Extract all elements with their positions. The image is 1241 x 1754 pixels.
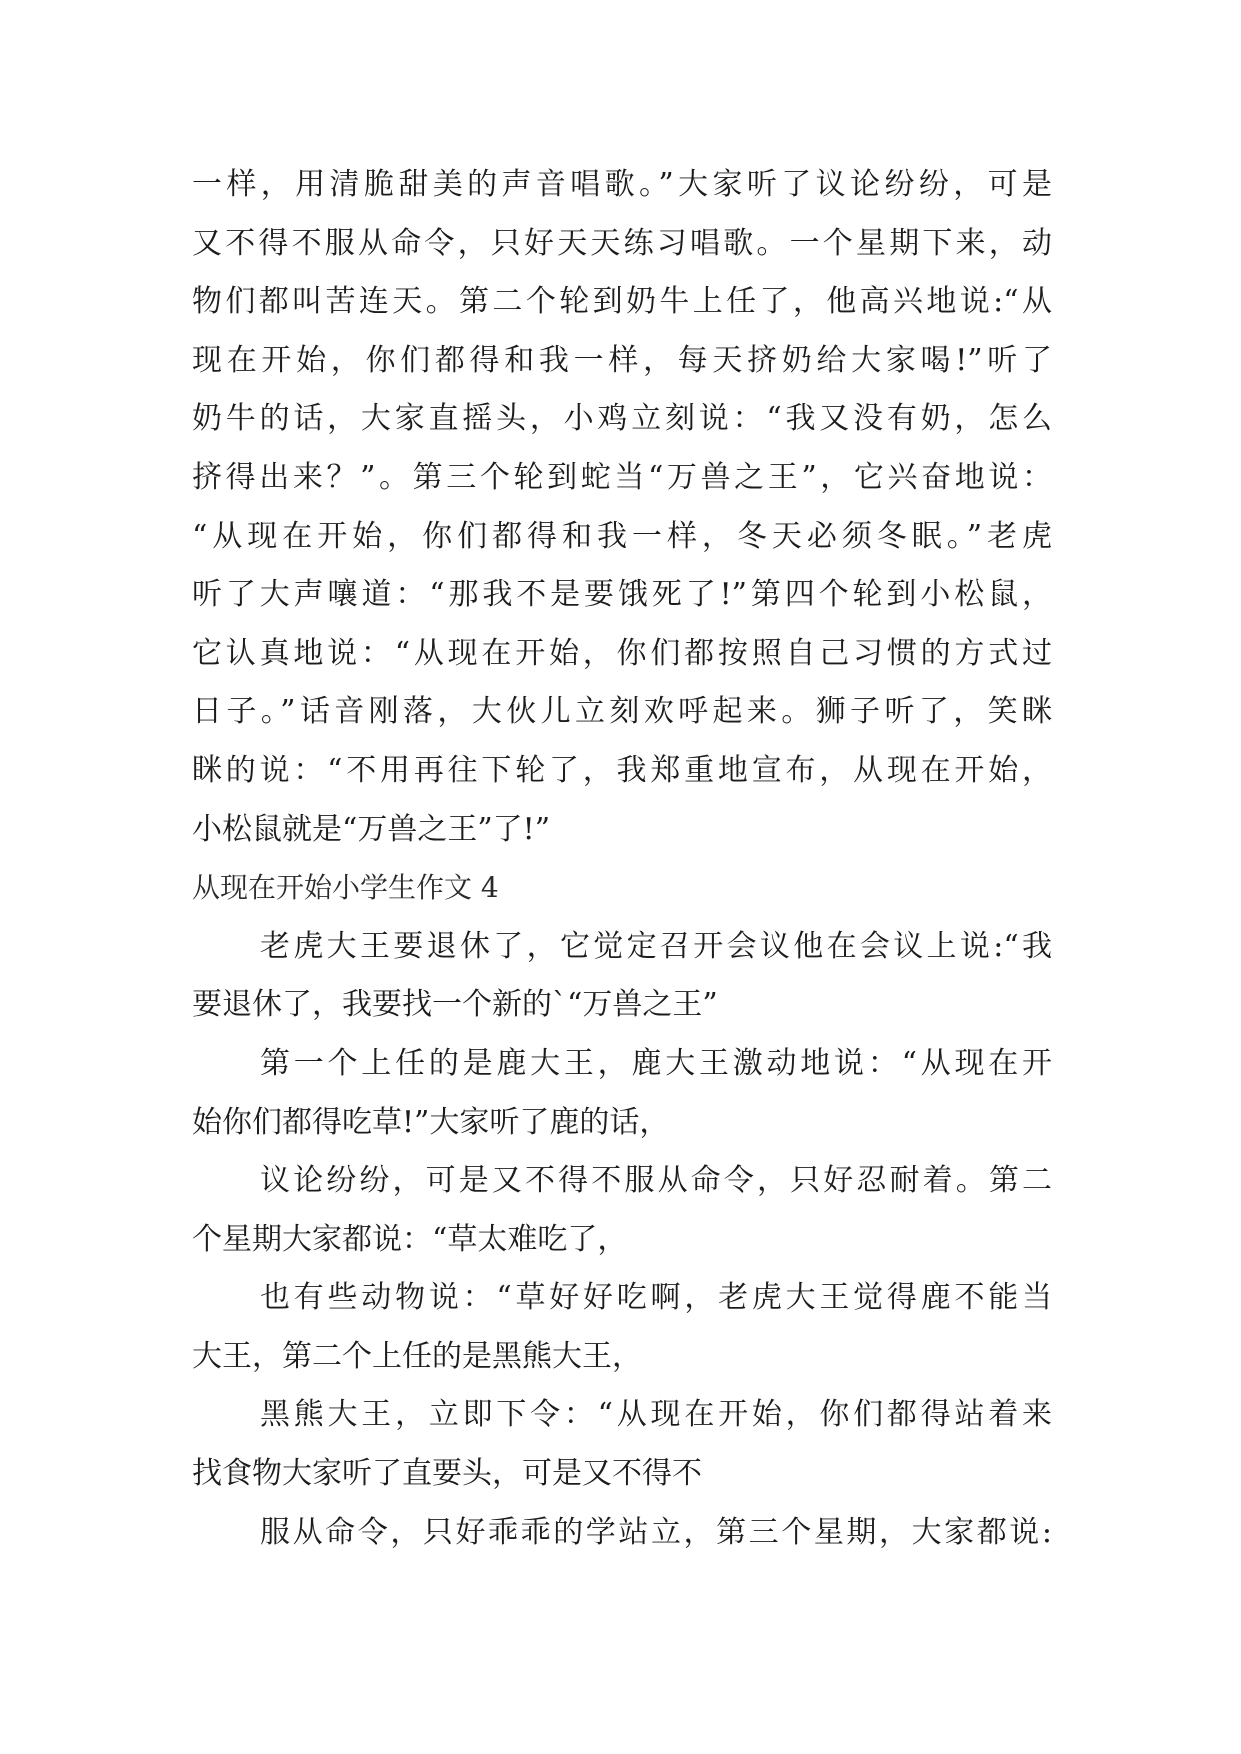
text-line: “从现在开始，你们都得和我一样，冬天必须冬眠。”老虎 [192, 518, 1052, 554]
paragraph [192, 1504, 1052, 1563]
paragraph [192, 918, 1052, 1035]
text-line: 现在开始，你们都得和我一样，每天挤奶给大家喝!”听了 [192, 342, 1052, 378]
continued-paragraph [192, 156, 1052, 859]
text-line: 一样，用清脆甜美的声音唱歌。”大家听了议论纷纷，可是 [192, 167, 1052, 202]
text-line: 它认真地说：“从现在开始，你们都按照自己习惯的方式过 [192, 635, 1052, 671]
text-line: 服从命令，只好乖乖的学站立，第三个星期，大家都说: [260, 1514, 1052, 1550]
text-line: 议论纷纷，可是又不得不服从命令，只好忍耐着。第二 [260, 1163, 1052, 1199]
text-line: 听了大声嚷道：“那我不是要饿死了!”第四个轮到小松鼠， [192, 577, 1052, 613]
text-line: 小松鼠就是“万兽之王”了!” [192, 811, 551, 847]
text-line: 第一个上任的是鹿大王，鹿大王激动地说：“从现在开 [260, 1045, 1052, 1081]
text-line: 找食物大家听了直要头，可是又不得不 [192, 1456, 702, 1492]
paragraph [192, 1269, 1052, 1386]
text-line: 奶牛的话，大家直摇头，小鸡立刻说：“我又没有奶，怎么 [192, 401, 1052, 437]
text-line: 老虎大王要退休了，它觉定召开会议他在会议上说:“我 [260, 928, 1052, 964]
text-line: 要退休了，我要找一个新的`“万兽之王” [192, 987, 718, 1023]
text-line: 日子。”话音刚落，大伙儿立刻欢呼起来。狮子听了，笑眯 [192, 694, 1052, 730]
text-line: 黑熊大王，立即下令：“从现在开始，你们都得站着来 [260, 1397, 1052, 1433]
section-heading: 从现在开始小学生作文 4 [192, 871, 499, 905]
text-line: 始你们都得吃草!”大家听了鹿的话， [192, 1104, 670, 1140]
text-line: 也有些动物说：“草好好吃啊，老虎大王觉得鹿不能当 [260, 1280, 1052, 1316]
text-line: 物们都叫苦连天。第二个轮到奶牛上任了，他高兴地说:“从 [192, 284, 1052, 320]
paragraph [192, 1386, 1052, 1503]
text-line: 眯的说：“不用再往下轮了，我郑重地宣布，从现在开始， [192, 752, 1052, 788]
paragraph [192, 1035, 1052, 1152]
text-line: 个星期大家都说：“草太难吃了， [192, 1221, 628, 1257]
text-line: 又不得不服从命令，只好天天练习唱歌。一个星期下来，动 [192, 225, 1052, 261]
document-body [192, 156, 1052, 1562]
paragraph [192, 1152, 1052, 1269]
text-line: 大王，第二个上任的是黑熊大王， [192, 1338, 642, 1374]
text-line: 挤得出来？”。第三个轮到蛇当“万兽之王”，它兴奋地说： [192, 459, 1052, 495]
